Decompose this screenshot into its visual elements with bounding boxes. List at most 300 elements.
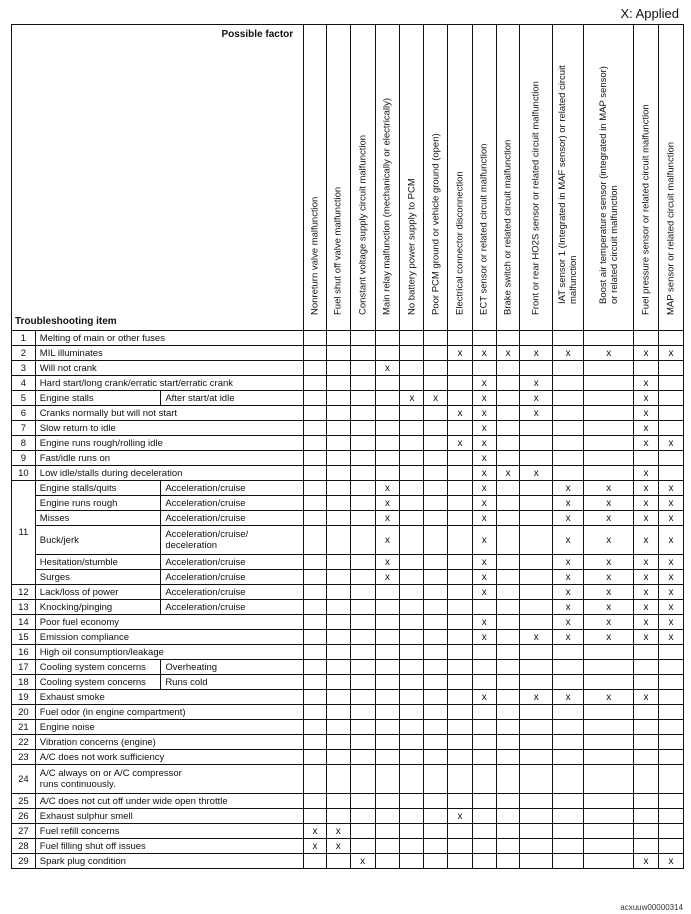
item-condition: Acceleration/cruise	[161, 600, 304, 615]
applied-mark: x	[496, 346, 520, 361]
factor-cell	[496, 720, 520, 735]
applied-mark: x	[634, 376, 659, 391]
item-description: Exhaust smoke	[35, 690, 303, 705]
table-row	[12, 630, 684, 645]
factor-cell	[400, 466, 424, 481]
applied-mark: x	[496, 466, 520, 481]
item-description: Fast/idle runs on	[35, 451, 303, 466]
factor-cell	[400, 765, 424, 794]
factor-cell	[424, 496, 448, 511]
factor-label: Main relay malfunction (mechanically or electrically)	[381, 98, 393, 315]
factor-cell	[584, 720, 634, 735]
item-number: 15	[12, 630, 36, 645]
applied-mark: x	[520, 406, 552, 421]
factor-cell	[472, 705, 496, 720]
factor-cell	[472, 854, 496, 869]
factor-cell	[496, 585, 520, 600]
factor-cell	[584, 436, 634, 451]
factor-cell	[400, 361, 424, 376]
factor-cell	[448, 705, 473, 720]
applied-mark: x	[472, 526, 496, 555]
item-condition: Acceleration/cruise	[161, 570, 304, 585]
factor-cell	[350, 466, 375, 481]
applied-mark: x	[472, 466, 496, 481]
factor-cell	[326, 660, 350, 675]
applied-mark: x	[634, 481, 659, 496]
factor-cell	[350, 585, 375, 600]
factor-cell	[634, 720, 659, 735]
factor-cell	[400, 824, 424, 839]
applied-mark: x	[424, 391, 448, 406]
factor-cell	[448, 660, 473, 675]
factor-cell	[400, 526, 424, 555]
factor-label: Fuel shut off valve malfunction	[332, 186, 344, 315]
item-description: A/C does not cut off under wide open throttle	[35, 794, 303, 809]
factor-cell	[400, 645, 424, 660]
factor-cell	[584, 361, 634, 376]
applied-mark: x	[634, 630, 659, 645]
factor-cell	[584, 466, 634, 481]
item-number: 21	[12, 720, 36, 735]
applied-mark: x	[584, 570, 634, 585]
factor-cell	[448, 361, 473, 376]
factor-cell	[326, 809, 350, 824]
factor-cell	[424, 361, 448, 376]
applied-mark: x	[304, 839, 327, 854]
factor-cell	[304, 765, 327, 794]
item-description: Slow return to idle	[35, 421, 303, 436]
factor-cell	[326, 361, 350, 376]
factor-cell	[584, 645, 634, 660]
factor-cell	[350, 406, 375, 421]
factor-cell	[520, 481, 552, 496]
factor-cell	[304, 735, 327, 750]
factor-cell	[350, 630, 375, 645]
factor-cell	[304, 600, 327, 615]
factor-cell	[496, 421, 520, 436]
factor-cell	[375, 675, 400, 690]
factor-cell	[375, 600, 400, 615]
factor-cell	[424, 481, 448, 496]
table-row	[12, 361, 684, 376]
factor-cell	[658, 421, 683, 436]
factor-cell	[584, 451, 634, 466]
factor-cell	[496, 570, 520, 585]
table-row	[12, 615, 684, 630]
factor-cell	[375, 720, 400, 735]
factor-cell	[496, 391, 520, 406]
applied-mark: x	[658, 854, 683, 869]
factor-cell	[634, 735, 659, 750]
factor-cell	[304, 794, 327, 809]
applied-mark: x	[472, 406, 496, 421]
item-number: 13	[12, 600, 36, 615]
factor-cell	[658, 406, 683, 421]
factor-cell	[552, 391, 583, 406]
factor-cell	[658, 794, 683, 809]
factor-cell	[658, 735, 683, 750]
factor-cell	[424, 630, 448, 645]
factor-cell	[552, 466, 583, 481]
applied-mark: x	[658, 585, 683, 600]
applied-mark: x	[552, 526, 583, 555]
factor-cell	[584, 839, 634, 854]
item-description: Surges	[35, 570, 161, 585]
factor-cell	[448, 511, 473, 526]
item-description: Fuel filling shut off issues	[35, 839, 303, 854]
applied-mark: x	[634, 690, 659, 705]
factor-cell	[326, 794, 350, 809]
factor-cell	[326, 705, 350, 720]
factor-cell	[634, 765, 659, 794]
item-description: High oil consumption/leakage	[35, 645, 303, 660]
applied-mark: x	[658, 511, 683, 526]
factor-label: IAT sensor 1 (Integrated in MAF sensor) or related circuit malfunction	[557, 65, 580, 304]
table-row	[12, 585, 684, 600]
factor-header-row	[12, 25, 684, 331]
factor-cell	[326, 526, 350, 555]
table-row	[12, 570, 684, 585]
item-description: A/C always on or A/C compressor runs continuously.	[35, 765, 303, 794]
factor-cell	[520, 451, 552, 466]
item-condition: Acceleration/cruise	[161, 585, 304, 600]
factor-cell	[552, 765, 583, 794]
item-number: 23	[12, 750, 36, 765]
factor-cell	[304, 690, 327, 705]
factor-cell	[584, 735, 634, 750]
factor-cell	[424, 794, 448, 809]
table-row	[12, 645, 684, 660]
factor-cell	[496, 600, 520, 615]
factor-cell	[375, 391, 400, 406]
applied-mark: x	[552, 615, 583, 630]
applied-mark: x	[472, 585, 496, 600]
item-number: 24	[12, 765, 36, 794]
factor-cell	[424, 854, 448, 869]
factor-cell	[304, 705, 327, 720]
factor-cell	[326, 555, 350, 570]
applied-mark: x	[520, 690, 552, 705]
item-description: Vibration concerns (engine)	[35, 735, 303, 750]
factor-cell	[552, 331, 583, 346]
applied-mark: x	[472, 346, 496, 361]
factor-cell	[584, 854, 634, 869]
factor-cell	[448, 466, 473, 481]
factor-cell	[400, 406, 424, 421]
factor-cell	[350, 809, 375, 824]
applied-mark: x	[634, 570, 659, 585]
factor-cell	[400, 690, 424, 705]
item-description: Will not crank	[35, 361, 303, 376]
factor-cell	[448, 645, 473, 660]
factor-cell	[350, 824, 375, 839]
factor-cell	[634, 794, 659, 809]
applied-mark: x	[658, 526, 683, 555]
factor-cell	[520, 421, 552, 436]
applied-mark: x	[634, 526, 659, 555]
factor-cell	[496, 675, 520, 690]
factor-cell	[375, 451, 400, 466]
factor-cell	[400, 705, 424, 720]
factor-cell	[634, 839, 659, 854]
factor-cell	[375, 854, 400, 869]
applied-mark: x	[584, 615, 634, 630]
factor-cell	[448, 615, 473, 630]
factor-cell	[375, 765, 400, 794]
factor-cell	[400, 660, 424, 675]
item-condition: Acceleration/cruise	[161, 555, 304, 570]
item-condition: Acceleration/cruise	[161, 481, 304, 496]
table-row	[12, 421, 684, 436]
header-corner	[12, 25, 304, 331]
factor-cell	[448, 481, 473, 496]
factor-cell	[520, 361, 552, 376]
factor-cell	[424, 720, 448, 735]
applied-mark: x	[520, 346, 552, 361]
factor-cell	[375, 809, 400, 824]
applied-mark: x	[375, 555, 400, 570]
factor-cell	[424, 466, 448, 481]
applied-mark: x	[448, 346, 473, 361]
item-number: 3	[12, 361, 36, 376]
factor-cell	[375, 630, 400, 645]
applied-mark: x	[584, 511, 634, 526]
factor-cell	[448, 421, 473, 436]
item-description: Engine stalls	[35, 391, 161, 406]
item-description: Exhaust sulphur smell	[35, 809, 303, 824]
factor-cell	[552, 750, 583, 765]
factor-cell	[448, 600, 473, 615]
factor-header	[634, 25, 659, 331]
factor-cell	[496, 526, 520, 555]
factor-cell	[584, 809, 634, 824]
factor-cell	[375, 794, 400, 809]
factor-cell	[424, 645, 448, 660]
factor-cell	[326, 496, 350, 511]
factor-cell	[472, 824, 496, 839]
factor-cell	[424, 600, 448, 615]
applied-mark: x	[552, 481, 583, 496]
factor-cell	[326, 645, 350, 660]
factor-cell	[472, 361, 496, 376]
factor-cell	[496, 630, 520, 645]
applied-mark: x	[634, 496, 659, 511]
factor-cell	[472, 809, 496, 824]
factor-cell	[424, 765, 448, 794]
factor-cell	[304, 750, 327, 765]
factor-cell	[634, 645, 659, 660]
factor-cell	[634, 675, 659, 690]
factor-cell	[472, 794, 496, 809]
factor-cell	[304, 481, 327, 496]
applied-mark: x	[658, 481, 683, 496]
item-description: Misses	[35, 511, 161, 526]
applied-mark: x	[584, 346, 634, 361]
factor-cell	[584, 421, 634, 436]
factor-cell	[375, 705, 400, 720]
item-description: Engine runs rough	[35, 496, 161, 511]
factor-cell	[326, 585, 350, 600]
factor-cell	[424, 824, 448, 839]
factor-cell	[424, 451, 448, 466]
factor-cell	[350, 615, 375, 630]
applied-mark: x	[472, 376, 496, 391]
factor-cell	[350, 511, 375, 526]
factor-cell	[496, 496, 520, 511]
factor-cell	[350, 765, 375, 794]
table-row	[12, 481, 684, 496]
factor-cell	[496, 451, 520, 466]
factor-cell	[520, 720, 552, 735]
factor-cell	[448, 765, 473, 794]
factor-cell	[552, 839, 583, 854]
factor-header	[326, 25, 350, 331]
factor-cell	[375, 436, 400, 451]
factor-cell	[350, 391, 375, 406]
factor-cell	[326, 600, 350, 615]
factor-cell	[326, 376, 350, 391]
factor-cell	[350, 451, 375, 466]
factor-cell	[496, 690, 520, 705]
item-description: Engine runs rough/rolling idle	[35, 436, 303, 451]
applied-mark: x	[375, 511, 400, 526]
factor-cell	[448, 794, 473, 809]
factor-cell	[304, 496, 327, 511]
factor-cell	[304, 854, 327, 869]
applied-mark: x	[584, 481, 634, 496]
applied-mark: x	[634, 600, 659, 615]
item-number: 11	[12, 481, 36, 585]
factor-cell	[496, 794, 520, 809]
factor-cell	[496, 839, 520, 854]
factor-cell	[326, 615, 350, 630]
table-row	[12, 720, 684, 735]
applied-mark: x	[634, 436, 659, 451]
factor-cell	[326, 451, 350, 466]
applied-mark: x	[472, 630, 496, 645]
factor-cell	[448, 854, 473, 869]
factor-cell	[552, 854, 583, 869]
factor-cell	[326, 570, 350, 585]
applied-mark: x	[658, 436, 683, 451]
factor-cell	[634, 809, 659, 824]
factor-cell	[400, 809, 424, 824]
item-number: 18	[12, 675, 36, 690]
factor-cell	[448, 496, 473, 511]
factor-cell	[584, 675, 634, 690]
factor-header	[375, 25, 400, 331]
item-number: 12	[12, 585, 36, 600]
applied-mark: x	[584, 585, 634, 600]
applied-mark: x	[634, 466, 659, 481]
factor-cell	[424, 615, 448, 630]
factor-cell	[472, 600, 496, 615]
applied-mark: x	[472, 555, 496, 570]
item-number: 16	[12, 645, 36, 660]
factor-cell	[350, 645, 375, 660]
factor-cell	[400, 600, 424, 615]
item-number: 4	[12, 376, 36, 391]
item-condition: Acceleration/cruise	[161, 496, 304, 511]
applied-mark: x	[584, 600, 634, 615]
table-row	[12, 496, 684, 511]
applied-mark: x	[375, 481, 400, 496]
factor-header	[424, 25, 448, 331]
factor-cell	[400, 511, 424, 526]
factor-cell	[520, 750, 552, 765]
factor-cell	[304, 615, 327, 630]
factor-cell	[424, 406, 448, 421]
factor-label: Front or rear HO2S sensor or related circuit malfunction	[530, 81, 542, 315]
factor-cell	[350, 481, 375, 496]
factor-cell	[326, 675, 350, 690]
factor-cell	[375, 645, 400, 660]
factor-cell	[448, 451, 473, 466]
factor-cell	[472, 660, 496, 675]
factor-cell	[424, 809, 448, 824]
factor-cell	[304, 555, 327, 570]
factor-cell	[552, 376, 583, 391]
factor-cell	[326, 436, 350, 451]
factor-cell	[400, 331, 424, 346]
table-row	[12, 451, 684, 466]
applied-mark: x	[472, 615, 496, 630]
factor-cell	[584, 705, 634, 720]
factor-cell	[304, 346, 327, 361]
item-condition: After start/at idle	[161, 391, 304, 406]
factor-cell	[658, 645, 683, 660]
applied-mark: x	[584, 630, 634, 645]
factor-cell	[304, 720, 327, 735]
applied-mark: x	[634, 615, 659, 630]
factor-cell	[496, 765, 520, 794]
factor-cell	[400, 346, 424, 361]
applied-mark: x	[552, 600, 583, 615]
factor-cell	[375, 331, 400, 346]
table-row	[12, 839, 684, 854]
factor-cell	[448, 675, 473, 690]
factor-cell	[584, 406, 634, 421]
table-row	[12, 750, 684, 765]
applied-mark: x	[375, 361, 400, 376]
factor-cell	[658, 750, 683, 765]
factor-cell	[326, 481, 350, 496]
factor-cell	[496, 735, 520, 750]
factor-cell	[520, 765, 552, 794]
factor-cell	[496, 436, 520, 451]
factor-cell	[350, 690, 375, 705]
factor-cell	[658, 376, 683, 391]
factor-cell	[326, 466, 350, 481]
item-description: Lack/loss of power	[35, 585, 161, 600]
factor-header	[472, 25, 496, 331]
factor-cell	[350, 346, 375, 361]
factor-cell	[375, 690, 400, 705]
factor-cell	[520, 511, 552, 526]
factor-cell	[350, 675, 375, 690]
item-number: 29	[12, 854, 36, 869]
applied-mark: x	[326, 839, 350, 854]
applied-mark: x	[552, 585, 583, 600]
factor-cell	[424, 690, 448, 705]
factor-cell	[350, 750, 375, 765]
factor-cell	[520, 436, 552, 451]
factor-cell	[326, 750, 350, 765]
item-condition: Overheating	[161, 660, 304, 675]
factor-cell	[520, 600, 552, 615]
factor-cell	[472, 839, 496, 854]
factor-cell	[520, 660, 552, 675]
